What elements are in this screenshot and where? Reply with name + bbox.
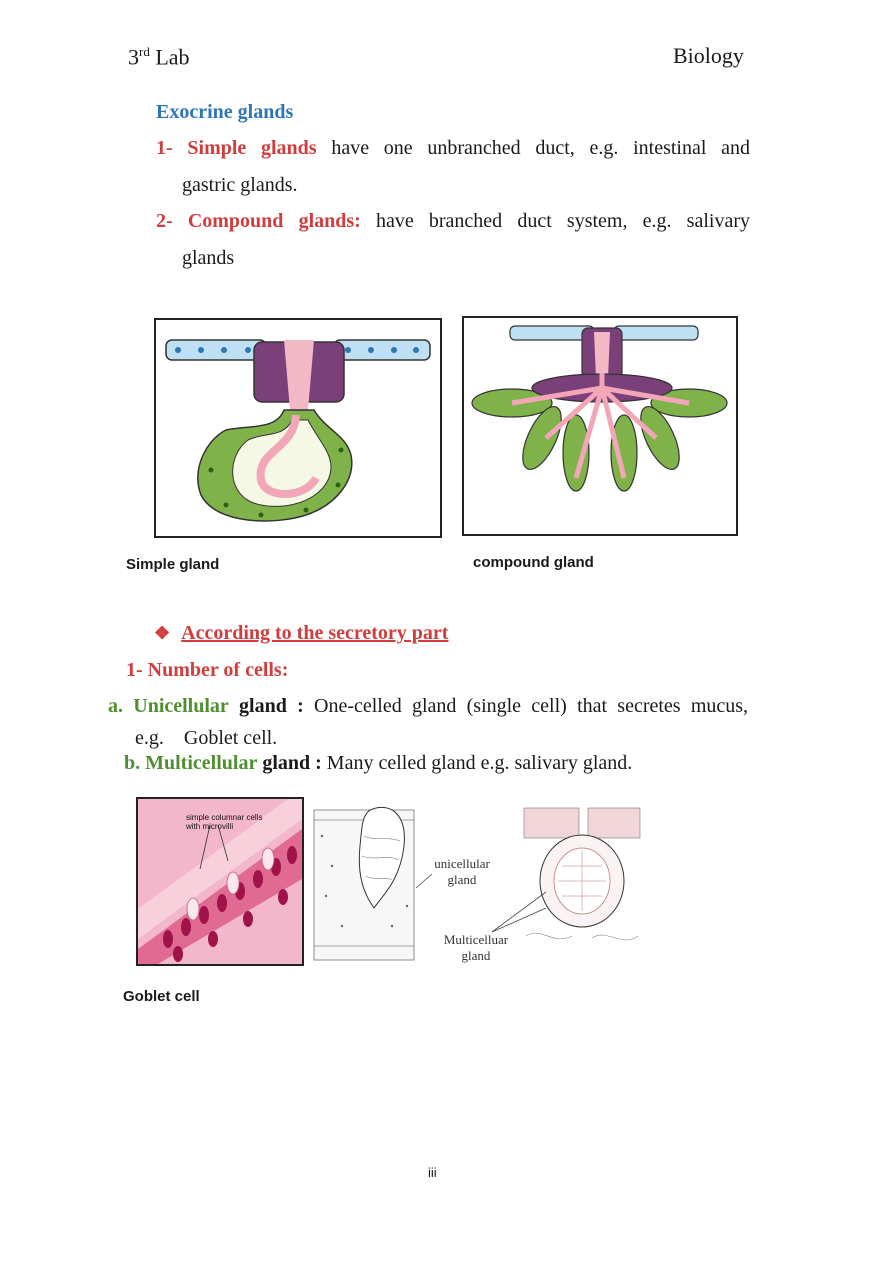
number-of-cells-heading: 1- Number of cells: [126,659,289,681]
micrograph-label: simple columnar cells with microvilli [186,813,263,831]
type-simple-line2: gastric glands. [182,174,298,196]
bullet-icon: ❖ [154,623,171,643]
unicellular-label: unicellular gland [434,856,490,887]
compound-gland-diagram [464,318,736,534]
type-simple-line1: 1- Simple glands have one unbranched duct, e.g. intestinal and [156,137,751,159]
multicellular-label: Multicelluar gland [443,932,509,963]
lab-label: 3rd Lab [128,44,190,70]
unicellular-drawing-image [312,796,416,962]
multicellular-pointer [490,888,550,938]
unicellular-line1: a. Unicellular gland : One-celled gland (single cell) that secretes mucus, [108,695,749,717]
secretory-heading: ❖ According to the secretory part [154,622,449,644]
goblet-micrograph [136,797,304,966]
goblet-cell-caption: Goblet cell [123,988,200,1005]
unicellular-drawing [312,796,416,962]
simple-gland-figure [154,318,442,538]
page-number: iii [428,1165,437,1180]
compound-gland-caption: compound gland [473,554,594,571]
type-compound-line2: glands [182,247,235,269]
unicellular-line2: e.g. Goblet cell. [135,727,278,749]
multicellular-line: b. Multicellular gland : Many celled gland e.g. salivary gland. [124,752,633,774]
unicellular-pointer [414,870,434,890]
simple-gland-diagram [156,320,440,536]
subject-label: Biology [673,43,744,68]
simple-gland-caption: Simple gland [126,556,220,573]
section-title: Exocrine glands [156,101,294,123]
compound-gland-figure [462,316,738,536]
type-compound-line1: 2- Compound glands: have branched duct system, e.g. salivary [156,210,750,232]
